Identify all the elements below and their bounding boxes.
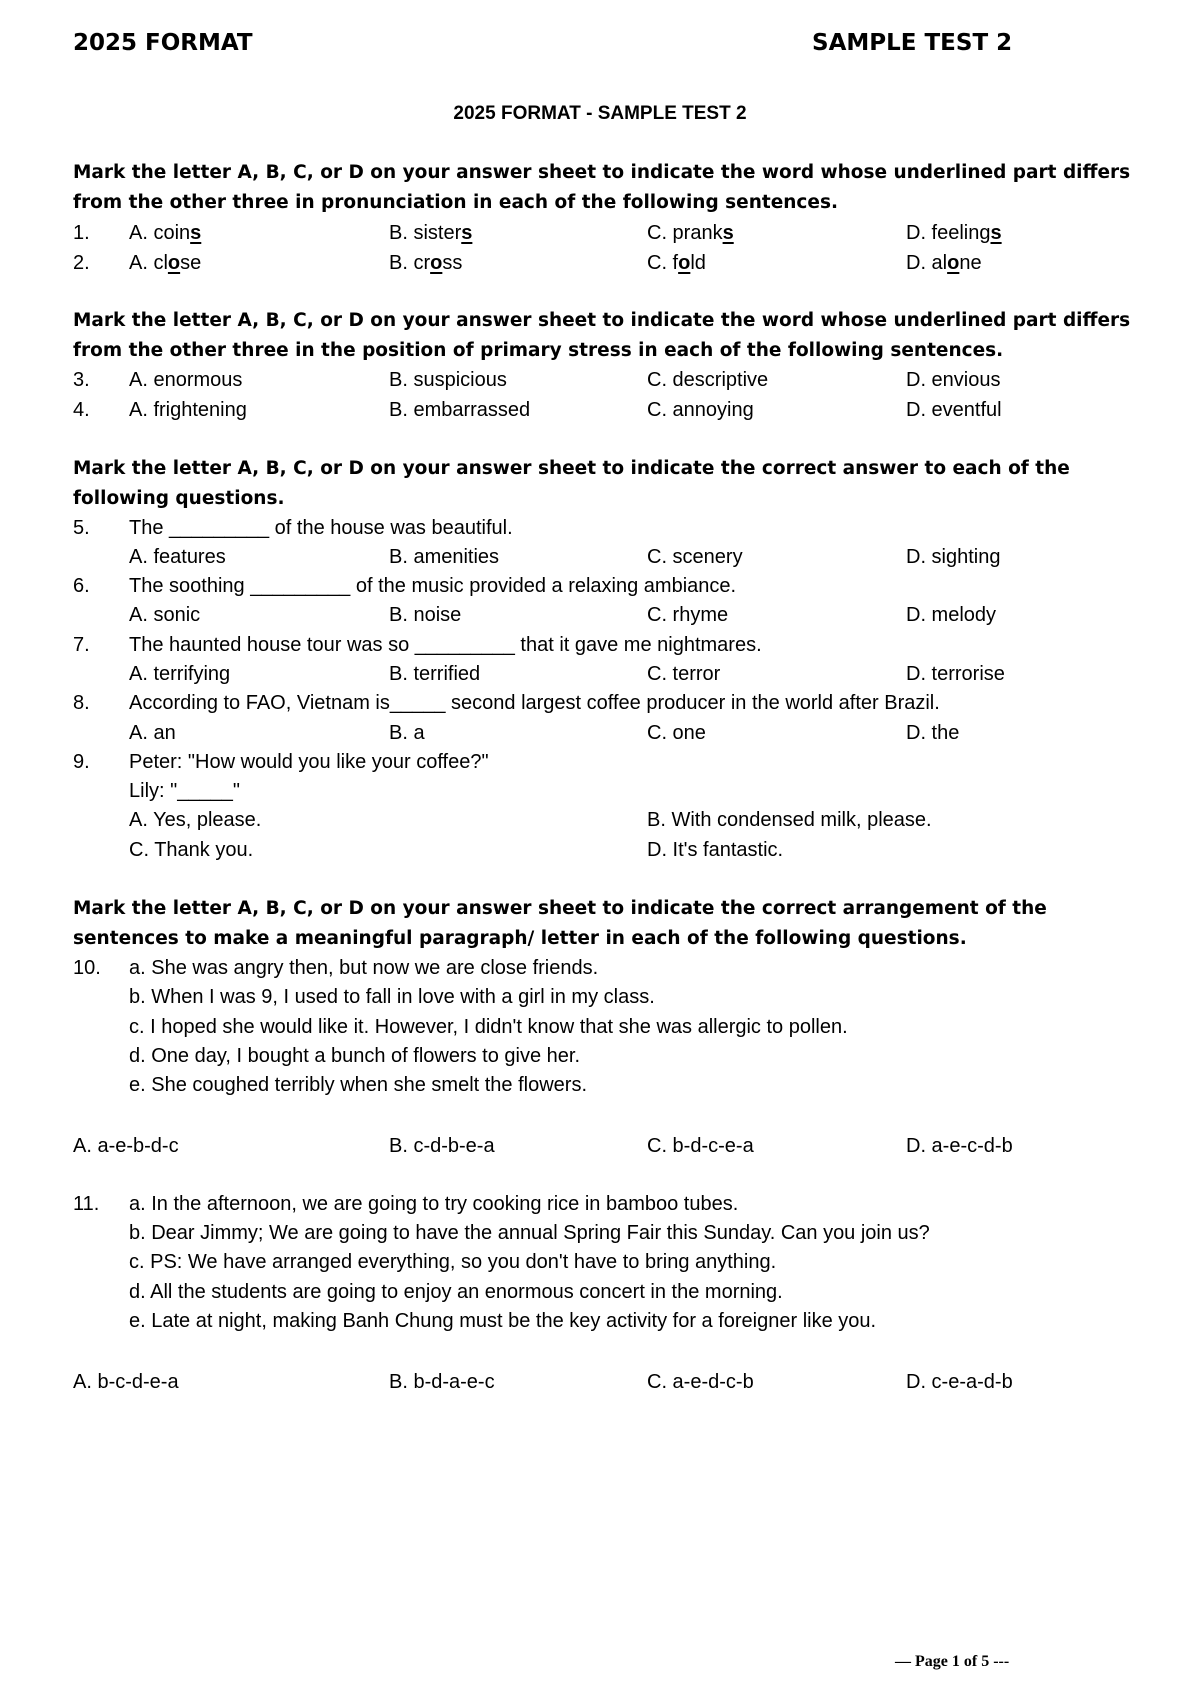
option-c[interactable]: C. descriptive (647, 369, 769, 391)
question-7-options (0, 660, 1200, 688)
question-9-options-1 (0, 806, 1200, 834)
option-c[interactable]: C. a-e-d-c-b (647, 1371, 754, 1393)
question-number: 3. (73, 369, 90, 391)
question-number: 7. (73, 634, 90, 656)
sentence-a: a. In the afternoon, we are going to try cooking rice in bamboo tubes. (129, 1193, 739, 1215)
option-c[interactable]: C. annoying (647, 399, 754, 421)
option-b[interactable]: B. c-d-b-e-a (389, 1135, 495, 1157)
option-a[interactable]: A. frightening (129, 399, 247, 421)
option-b[interactable]: B. a (389, 722, 425, 744)
question-number: 11. (73, 1193, 100, 1215)
option-d[interactable]: D. a-e-c-d-b (906, 1135, 1013, 1157)
question-number: 5. (73, 517, 90, 539)
question-9-stem (0, 748, 1200, 776)
option-b[interactable]: B. amenities (389, 546, 500, 568)
question-4 (0, 396, 1200, 424)
sentence-a: a. She was angry then, but now we are close friends. (129, 957, 599, 979)
sentence-c: c. I hoped she would like it. However, I didn't know that she was allergic to pollen. (129, 1016, 848, 1038)
question-11-options (0, 1368, 1200, 1396)
option-a[interactable]: A. Yes, please. (129, 809, 262, 831)
question-7-stem (0, 631, 1200, 659)
question-11-line-c (0, 1248, 1200, 1276)
option-b[interactable]: B. b-d-a-e-c (389, 1371, 495, 1393)
header-left: 2025 FORMAT (73, 30, 253, 56)
option-c[interactable]: C. b-d-c-e-a (647, 1135, 754, 1157)
question-10-options (0, 1132, 1200, 1160)
sentence-d: d. All the students are going to enjoy an enormous concert in the morning. (129, 1281, 783, 1303)
option-d[interactable]: D. envious (906, 369, 1001, 391)
option-a[interactable]: A. sonic (129, 604, 201, 626)
question-9-stem-2 (0, 777, 1200, 805)
question-number: 10. (73, 957, 101, 979)
question-1 (0, 219, 1200, 247)
question-8-options (0, 719, 1200, 747)
section-3-instruction: Mark the letter A, B, C, or D on your answer sheet to indicate the correct answer to each of the following questions. (73, 458, 1070, 509)
option-b[interactable]: B. suspicious (389, 369, 507, 391)
option-b[interactable]: B. noise (389, 604, 462, 626)
question-11-line-b (0, 1219, 1200, 1247)
question-3 (0, 366, 1200, 394)
sentence-e: e. She coughed terribly when she smelt the flowers. (129, 1074, 588, 1096)
option-b[interactable]: B. embarrassed (389, 399, 531, 421)
question-number: 8. (73, 692, 90, 714)
question-6-stem (0, 572, 1200, 600)
header-right: SAMPLE TEST 2 (812, 30, 1013, 56)
option-a[interactable]: A. enormous (129, 369, 243, 391)
sentence-c: c. PS: We have arranged everything, so you don't have to bring anything. (129, 1251, 777, 1273)
option-a[interactable]: A. close (129, 252, 202, 274)
option-a[interactable]: A. a-e-b-d-c (73, 1135, 179, 1157)
question-8-stem (0, 689, 1200, 717)
option-c[interactable]: C. scenery (647, 546, 743, 568)
question-10-line-b (0, 983, 1200, 1011)
question-text: Lily: "_____" (129, 780, 240, 802)
option-a[interactable]: A. b-c-d-e-a (73, 1371, 179, 1393)
question-10-line-e (0, 1071, 1200, 1099)
option-d[interactable]: D. It's fantastic. (647, 839, 784, 861)
question-10-line-d (0, 1042, 1200, 1070)
question-10-line-a (0, 954, 1200, 982)
option-a[interactable]: A. an (129, 722, 176, 744)
sentence-e: e. Late at night, making Banh Chung must be the key activity for a foreigner like you. (129, 1310, 877, 1332)
question-6-options (0, 601, 1200, 629)
option-d[interactable]: D. sighting (906, 546, 1001, 568)
question-text: Peter: "How would you like your coffee?" (129, 751, 489, 773)
page-footer: — Page 1 of 5 --- (895, 1653, 1010, 1670)
section-4-instruction: Mark the letter A, B, C, or D on your answer sheet to indicate the correct arrangement of the sentences to make a meaningful paragraph/ letter in each of the following questions. (73, 898, 1047, 949)
document-title: 2025 FORMAT - SAMPLE TEST 2 (453, 103, 747, 124)
option-d[interactable]: D. alone (906, 252, 982, 274)
question-2 (0, 249, 1200, 277)
sentence-d: d. One day, I bought a bunch of flowers to give her. (129, 1045, 581, 1067)
option-d[interactable]: D. eventful (906, 399, 1002, 421)
option-d[interactable]: D. terrorise (906, 663, 1005, 685)
question-11-line-a (0, 1190, 1200, 1218)
sentence-b: b. When I was 9, I used to fall in love with a girl in my class. (129, 986, 655, 1008)
option-b[interactable]: B. terrified (389, 663, 481, 685)
option-c[interactable]: C. Thank you. (129, 839, 254, 861)
option-d[interactable]: D. the (906, 722, 960, 744)
question-11-line-e (0, 1307, 1200, 1335)
section-2-instruction: Mark the letter A, B, C, or D on your answer sheet to indicate the word whose underlined part differs from the other three in the position of primary stress in each of the following sentences. (73, 310, 1131, 361)
option-c[interactable]: C. terror (647, 663, 721, 685)
option-c[interactable]: C. rhyme (647, 604, 729, 626)
option-c[interactable]: C. one (647, 722, 706, 744)
option-b[interactable]: B. cross (389, 252, 463, 274)
question-10-line-c (0, 1013, 1200, 1041)
option-d[interactable]: D. c-e-a-d-b (906, 1371, 1013, 1393)
option-b[interactable]: B. With condensed milk, please. (647, 809, 932, 831)
section-1-instruction: Mark the letter A, B, C, or D on your answer sheet to indicate the word whose underlined part differs from the other three in pronunciation in each of the following sentences. (73, 162, 1131, 213)
question-text: According to FAO, Vietnam is_____ second largest coffee producer in the world after Brazil. (129, 692, 940, 714)
question-number: 6. (73, 575, 90, 597)
question-text: The soothing _________ of the music provided a relaxing ambiance. (129, 575, 737, 597)
option-b[interactable]: B. sisters (389, 222, 473, 244)
option-a[interactable]: A. coins (129, 222, 202, 244)
sentence-b: b. Dear Jimmy; We are going to have the annual Spring Fair this Sunday. Can you join us? (129, 1222, 930, 1244)
option-c[interactable]: C. fold (647, 252, 706, 274)
option-a[interactable]: A. terrifying (129, 663, 231, 685)
question-9-options-2 (0, 836, 1200, 864)
question-text: The haunted house tour was so _________ that it gave me nightmares. (129, 634, 762, 656)
question-number: 2. (73, 252, 90, 274)
question-number: 4. (73, 399, 90, 421)
question-number: 1. (73, 222, 90, 244)
question-text: The _________ of the house was beautiful. (129, 517, 513, 539)
option-d[interactable]: D. melody (906, 604, 997, 626)
question-5-stem (0, 514, 1200, 542)
option-a[interactable]: A. features (129, 546, 226, 568)
option-c[interactable]: C. pranks (647, 222, 734, 244)
question-number: 9. (73, 751, 90, 773)
question-5-options (0, 543, 1200, 571)
question-11-line-d (0, 1278, 1200, 1306)
option-d[interactable]: D. feelings (906, 222, 1002, 244)
